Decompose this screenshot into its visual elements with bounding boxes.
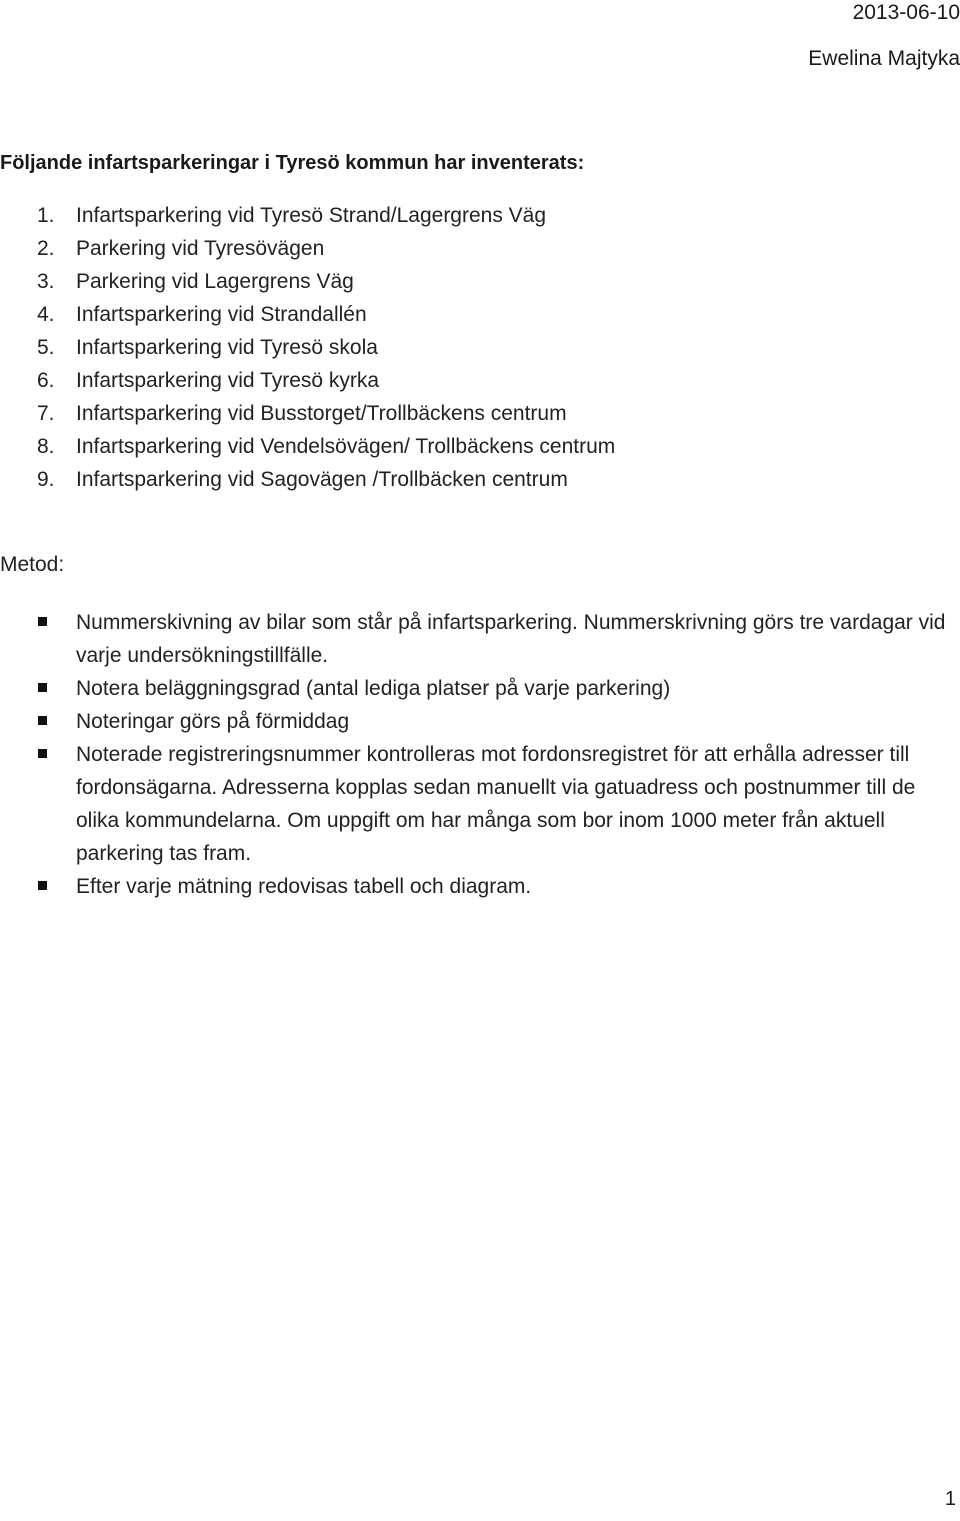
method-item — [0, 705, 960, 738]
header-author: Ewelina Majtyka — [808, 47, 960, 70]
parking-item — [0, 269, 615, 302]
square-bullet-icon — [38, 749, 47, 758]
parking-item-text: Infartsparkering vid Vendelsövägen/ Trollbäckens centrum — [76, 435, 616, 458]
parking-item-number: 1. — [37, 204, 55, 227]
parking-item-number: 6. — [37, 369, 55, 392]
parking-item-text: Infartsparkering vid Sagovägen /Trollbäcken centrum — [76, 468, 568, 491]
square-bullet-icon — [38, 617, 47, 626]
method-heading: Metod: — [0, 553, 65, 576]
parking-item-text: Infartsparkering vid Strandallén — [76, 303, 367, 326]
method-list — [0, 606, 960, 903]
method-item-text: Nummerskivning av bilar som står på infartsparkering. Nummerskrivning görs tre vardagar vid varje undersökningstillfälle. — [76, 611, 946, 667]
parking-item-text: Infartsparkering vid Tyresö skola — [76, 336, 378, 359]
parking-item — [0, 236, 615, 269]
parking-item-number: 3. — [37, 270, 55, 293]
parking-item — [0, 467, 615, 500]
parking-item-number: 2. — [37, 237, 55, 260]
parking-item — [0, 203, 615, 236]
method-item-text: Notera beläggningsgrad (antal lediga platser på varje parkering) — [76, 677, 671, 700]
method-item — [0, 870, 960, 903]
square-bullet-icon — [38, 716, 47, 725]
parking-item-text: Parkering vid Lagergrens Väg — [76, 270, 354, 293]
header-date: 2013-06-10 — [852, 1, 960, 24]
parking-item — [0, 401, 615, 434]
method-item — [0, 738, 960, 870]
method-item — [0, 606, 960, 672]
parking-item-text: Infartsparkering vid Busstorget/Trollbäckens centrum — [76, 402, 567, 425]
parking-item — [0, 335, 615, 368]
parking-item-number: 4. — [37, 303, 55, 326]
method-item-text: Noterade registreringsnummer kontrolleras mot fordonsregistret för att erhålla adresser till fordonsägarna. Adresserna kopplas sedan manuellt via gatuadress och postnummer till de olika kommundelarna. Om uppgift om har många som bor inom 1000 meter från aktuell parkering tas fram. — [76, 743, 916, 865]
page-number: 1 — [944, 1488, 956, 1510]
parking-item-text: Parkering vid Tyresövägen — [76, 237, 325, 260]
parking-item-number: 9. — [37, 468, 55, 491]
parking-item — [0, 302, 615, 335]
method-item — [0, 672, 960, 705]
method-item-text: Noteringar görs på förmiddag — [76, 710, 350, 733]
parking-item-text: Infartsparkering vid Tyresö kyrka — [76, 369, 380, 392]
square-bullet-icon — [38, 881, 47, 890]
parking-item-number: 8. — [37, 435, 55, 458]
square-bullet-icon — [38, 683, 47, 692]
parking-item-text: Infartsparkering vid Tyresö Strand/Lagergrens Väg — [76, 204, 547, 227]
parking-item — [0, 434, 615, 467]
method-item-text: Efter varje mätning redovisas tabell och diagram. — [76, 875, 532, 898]
parking-list — [0, 203, 615, 500]
intro-heading: Följande infartsparkeringar i Tyresö kommun har inventerats: — [0, 152, 585, 174]
parking-item — [0, 368, 615, 401]
parking-item-number: 5. — [37, 336, 55, 359]
parking-item-number: 7. — [37, 402, 55, 425]
